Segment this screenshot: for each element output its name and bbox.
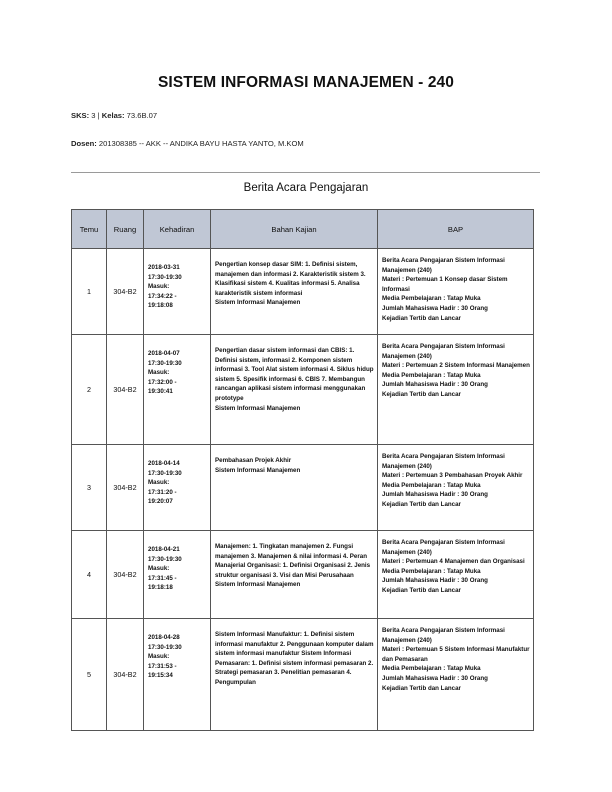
kehadiran-line: Masuk: [148,479,170,487]
kehadiran-cell [144,445,211,531]
bap-cell [378,445,534,531]
kehadiran-line: 17:30-19:30 [148,469,182,477]
temu-cell: 4 [72,531,107,619]
kehadiran-line: 19:18:18 [148,584,173,592]
bap-line: Jumlah Mahasiswa Hadir : 30 Orang [382,491,488,499]
ruang-cell: 304-B2 [107,531,144,619]
bap-line: Kejadian Tertib dan Lancar [382,586,461,594]
kehadiran-line: 2018-04-28 [148,634,180,641]
bap-line: Berita Acara Pengajaran Sistem Informasi Manajemen (240) [382,539,505,556]
dosen-value: 201308385 -- AKK -- ANDIKA BAYU HASTA YANTO, M.KOM [98,139,304,148]
kehadiran-cell [144,531,211,619]
table-row [72,445,534,531]
column-header: Temu [72,210,107,249]
kehadiran-line: Masuk: [148,369,170,377]
kehadiran-line: 19:18:08 [148,302,173,310]
bap-line: Materi : Pertemuan 2 Sistem Informasi Manajemen [382,362,530,370]
kehadiran-line: 2018-04-21 [148,546,180,553]
bahan-kajian-cell: Manajemen: 1. Tingkatan manajemen 2. Fungsi manajemen 3. Manajemen & nilai informasi 4. Peran Manajerial Organisasi: 1. Definisi Organisasi 2. Jenis struktur organisasi 3. Visi dan Misi Perusahaan Sistem Informasi Manajemen [211,531,378,619]
ruang-cell: 304-B2 [107,445,144,531]
bap-line: Kejadian Tertib dan Lancar [382,390,461,398]
kehadiran-line: 17:34:22 - [148,292,177,300]
kehadiran-line: 17:31:53 - [148,662,177,670]
bap-line: Jumlah Mahasiswa Hadir : 30 Orang [382,577,488,585]
bahan-kajian-cell: Sistem Informasi Manufaktur: 1. Definisi sistem informasi manufaktur 2. Penggunaan komputer dalam sistem informasi manufaktur Sistem Informasi Pemasaran: 1. Definisi sistem informasi pemasaran 2. Strategi pemasaran 3. Penelitian pemasaran 4. Pengumpulan [211,619,378,731]
bap-line: Media Pembelajaran : Tatap Muka [382,371,481,379]
kehadiran-line: 19:20:07 [148,498,173,506]
kehadiran-line: 17:31:45 - [148,574,177,582]
kehadiran-cell [144,249,211,335]
table-header-row [72,210,534,249]
kehadiran-line: 17:30-19:30 [148,359,182,367]
bap-line: Berita Acara Pengajaran Sistem Informasi Manajemen (240) [382,627,505,644]
table-row [72,531,534,619]
kehadiran-line: 2018-04-07 [148,350,180,357]
ruang-cell: 304-B2 [107,619,144,731]
section-title: Berita Acara Pengajaran [243,182,369,194]
bap-line: Materi : Pertemuan 5 Sistem Informasi Manufaktur dan Pemasaran [382,646,530,663]
kehadiran-line: Masuk: [148,283,170,291]
table-row [72,335,534,445]
bap-line: Materi : Pertemuan 1 Konsep dasar Sistem Informasi [382,276,508,293]
kehadiran-line: 19:30:41 [148,388,173,396]
kehadiran-cell [144,619,211,731]
bap-line: Jumlah Mahasiswa Hadir : 30 Orang [382,674,488,682]
bap-line: Berita Acara Pengajaran Sistem Informasi Manajemen (240) [382,453,505,470]
meta-separator: | [97,111,100,120]
ruang-cell: 304-B2 [107,249,144,335]
bap-line: Kejadian Tertib dan Lancar [382,684,461,692]
column-header: Kehadiran [144,210,211,249]
divider [71,172,540,173]
bahan-kajian-cell: Pengertian dasar sistem informasi dan CBIS: 1. Definisi sistem, informasi 2. Komponen sistem informasi 3. Tool Alat sistem informasi 4. Siklus hidup sistem 5. Spesifik informasi 6. CBIS 7. Membangun rancangan aplikasi sistem informasi menggunakan prototype Sistem Informasi Manajemen [211,335,378,445]
kehadiran-line: 17:30-19:30 [148,643,182,651]
bap-line: Media Pembelajaran : Tatap Muka [382,481,481,489]
bap-line: Kejadian Tertib dan Lancar [382,314,461,322]
bap-line: Media Pembelajaran : Tatap Muka [382,665,481,673]
bahan-kajian-cell: Pengertian konsep dasar SIM: 1. Definisi sistem, manajemen dan informasi 2. Karakteristik sistem 3. Klasifikasi sistem 4. Kualitas informasi 5. Analisa karakteristik sistem informasi Sistem Informasi Manajemen [211,249,378,335]
kelas-value: 73.6B.07 [126,111,158,120]
kehadiran-cell [144,335,211,445]
ruang-cell: 304-B2 [107,335,144,445]
bap-line: Media Pembelajaran : Tatap Muka [382,295,481,303]
page-title: SISTEM INFORMASI MANAJEMEN - 240 [157,74,454,91]
column-header: Bahan Kajian [211,210,378,249]
temu-cell: 2 [72,335,107,445]
dosen-label: Dosen: [71,139,97,148]
bap-line: Jumlah Mahasiswa Hadir : 30 Orang [382,381,488,389]
temu-cell: 1 [72,249,107,335]
kehadiran-line: Masuk: [148,653,170,661]
bap-cell [378,335,534,445]
bap-line: Berita Acara Pengajaran Sistem Informasi Manajemen (240) [382,257,505,274]
table-row [72,619,534,731]
bap-cell [378,619,534,731]
kehadiran-line: Masuk: [148,565,170,573]
column-header: BAP [378,210,534,249]
lecturer-meta [71,139,304,148]
kehadiran-line: 2018-04-14 [148,460,180,467]
kehadiran-line: 2018-03-31 [148,264,180,271]
kelas-label: Kelas: [101,111,125,120]
bap-line: Jumlah Mahasiswa Hadir : 30 Orang [382,304,488,312]
bap-line: Materi : Pertemuan 3 Pembahasan Proyek Akhir [382,472,523,480]
kehadiran-line: 17:30-19:30 [148,555,182,563]
teaching-record-table [71,209,534,731]
bap-line: Media Pembelajaran : Tatap Muka [382,567,481,575]
sks-value: 3 [91,111,96,120]
bap-cell [378,531,534,619]
bap-cell [378,249,534,335]
kehadiran-line: 17:32:00 - [148,378,177,386]
bahan-kajian-cell: Pembahasan Projek Akhir Sistem Informasi Manajemen [211,445,378,531]
kehadiran-line: 17:30-19:30 [148,273,182,281]
temu-cell: 5 [72,619,107,731]
course-meta [71,111,157,120]
kehadiran-line: 19:15:34 [148,672,173,680]
bap-line: Materi : Pertemuan 4 Manajemen dan Organisasi [382,558,525,566]
bap-line: Berita Acara Pengajaran Sistem Informasi Manajemen (240) [382,343,505,360]
bap-line: Kejadian Tertib dan Lancar [382,500,461,508]
column-header: Ruang [107,210,144,249]
table-row [72,249,534,335]
sks-label: SKS: [71,111,90,120]
temu-cell: 3 [72,445,107,531]
kehadiran-line: 17:31:20 - [148,488,177,496]
